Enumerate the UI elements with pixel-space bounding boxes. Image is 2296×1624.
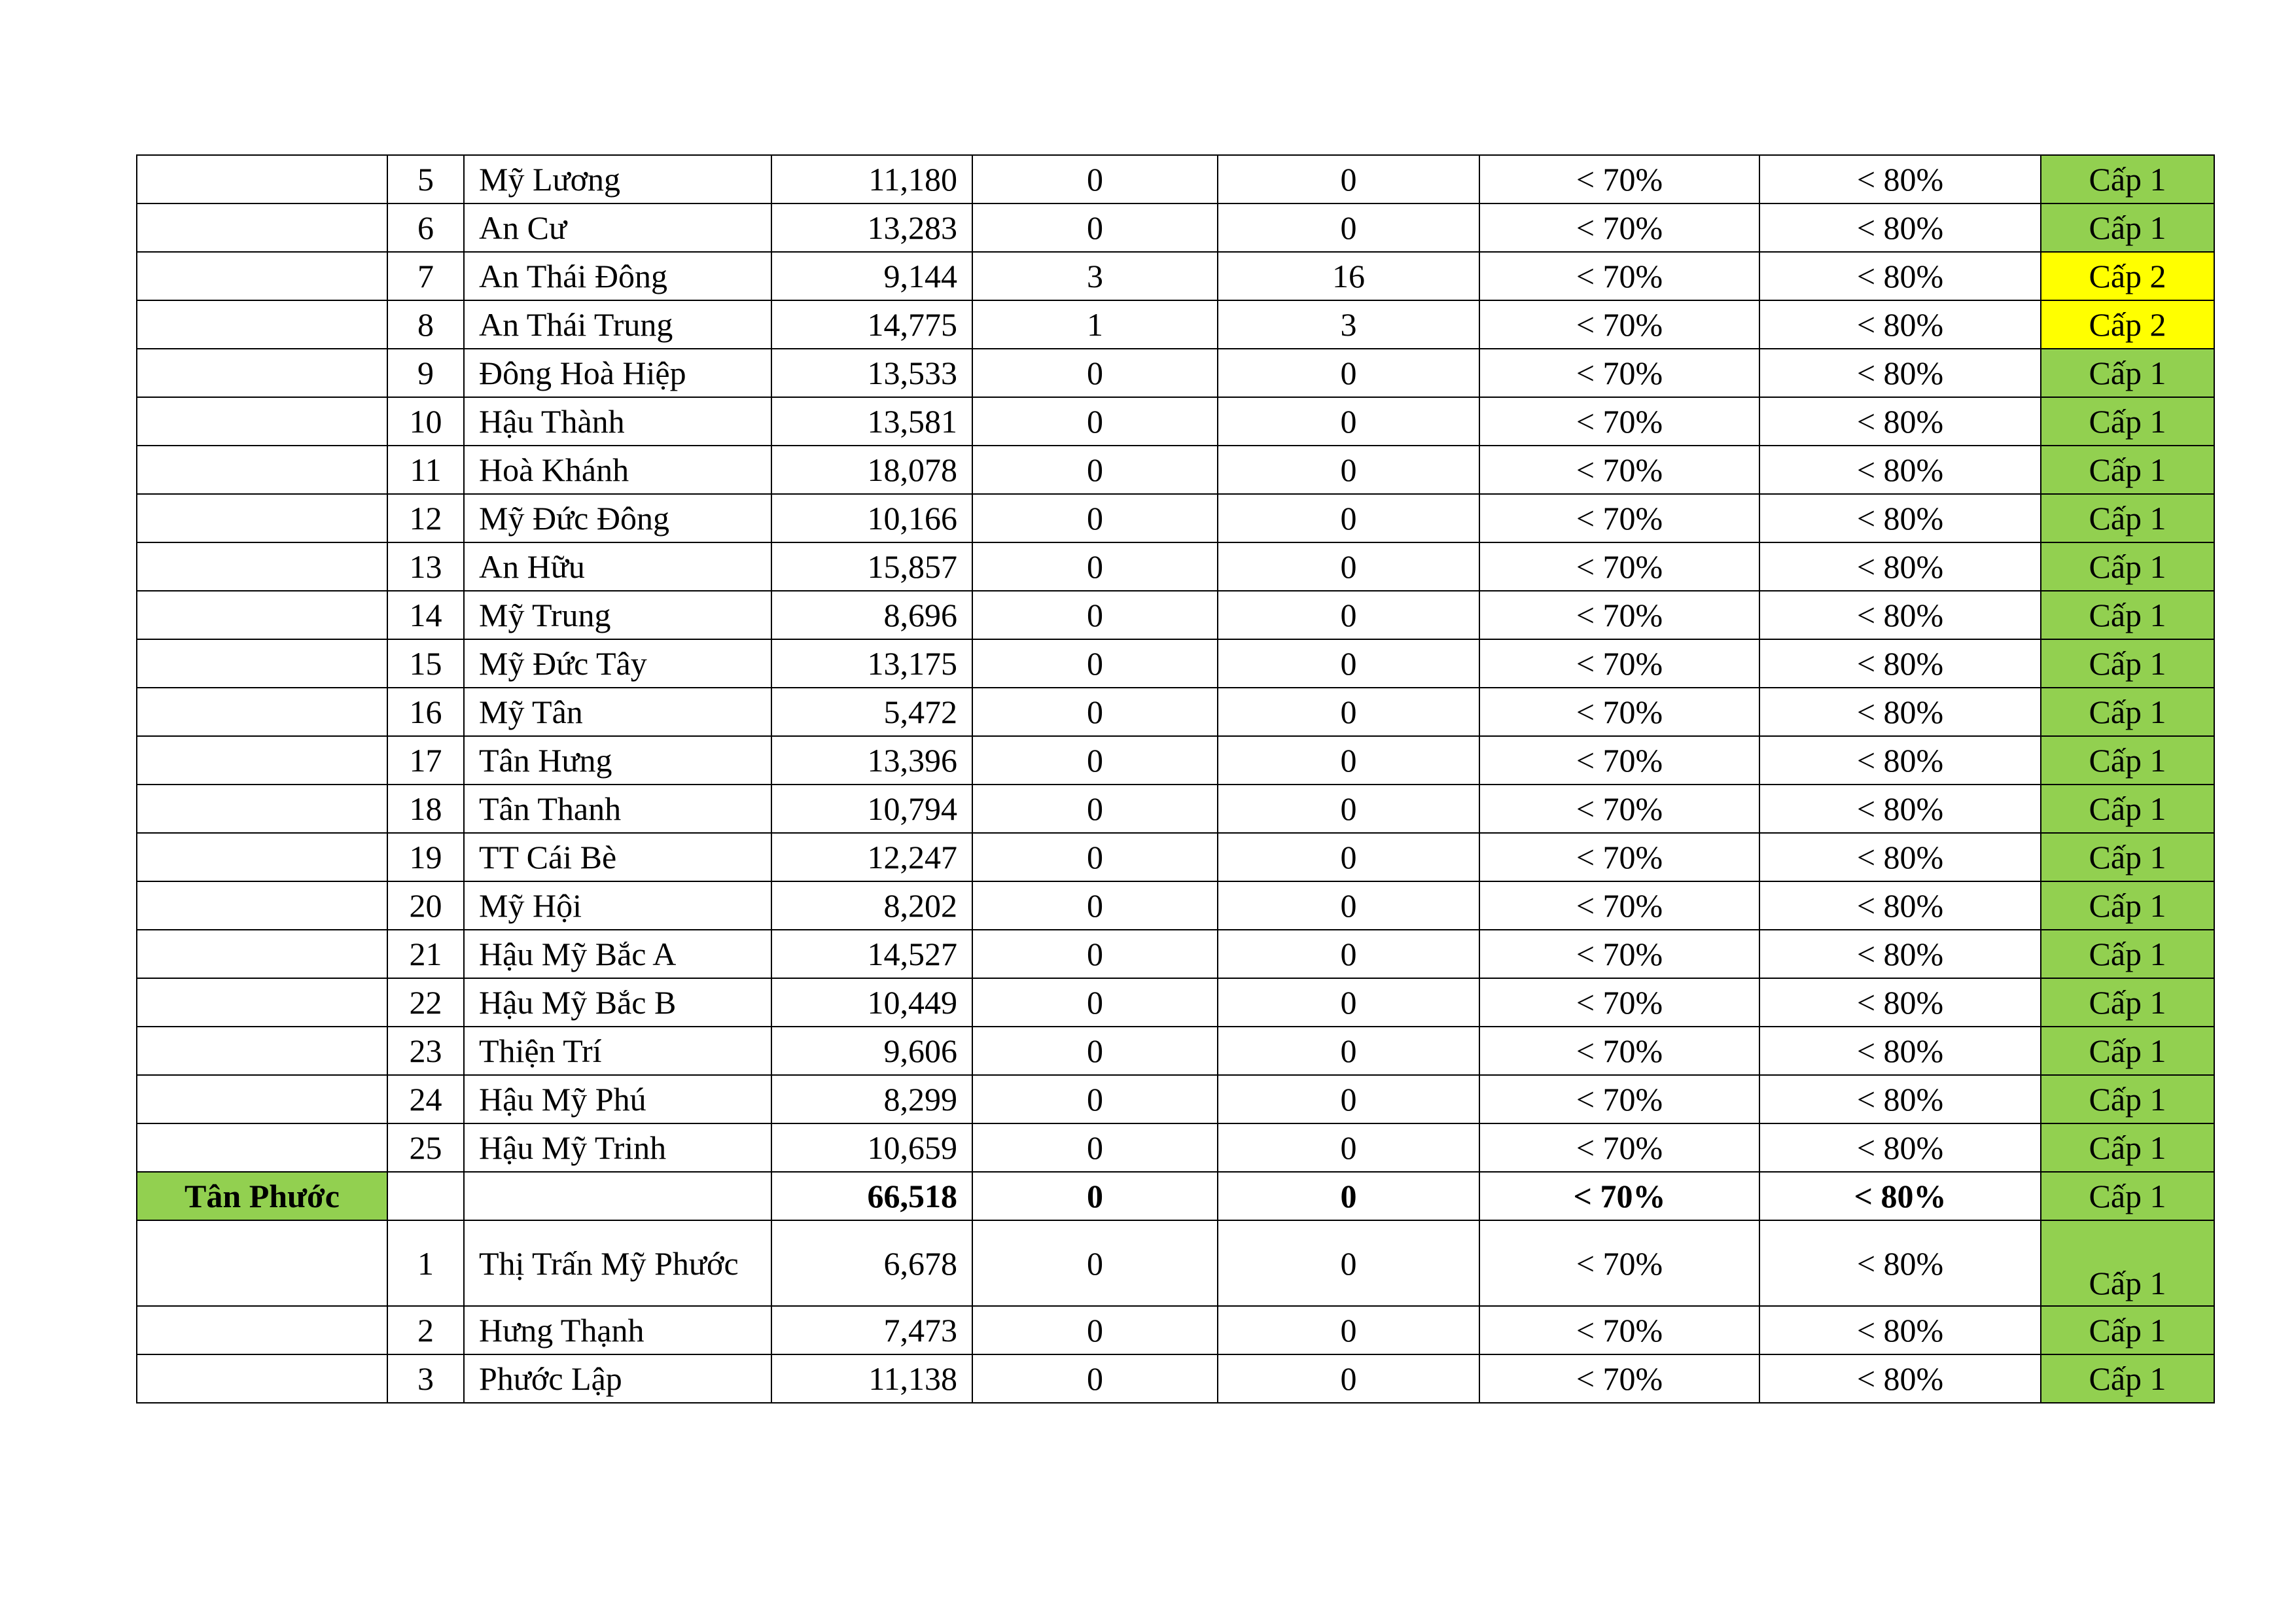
count-cell-2: 0 bbox=[1218, 688, 1479, 736]
population-cell: 15,857 bbox=[771, 542, 972, 591]
population-cell: 10,449 bbox=[771, 978, 972, 1027]
commune-name: Hoà Khánh bbox=[464, 446, 771, 494]
threshold-80-cell: < 80% bbox=[1759, 1306, 2041, 1354]
level-badge: Cấp 1 bbox=[2041, 1220, 2214, 1306]
threshold-80-cell: < 80% bbox=[1759, 300, 2041, 349]
row-number: 17 bbox=[387, 736, 464, 785]
level-badge: Cấp 1 bbox=[2041, 930, 2214, 978]
district-cell bbox=[137, 300, 387, 349]
row-number: 25 bbox=[387, 1123, 464, 1172]
row-number: 14 bbox=[387, 591, 464, 639]
level-badge: Cấp 1 bbox=[2041, 1354, 2214, 1403]
district-cell bbox=[137, 155, 387, 203]
row-number: 13 bbox=[387, 542, 464, 591]
row-number: 6 bbox=[387, 203, 464, 252]
count-cell-2: 0 bbox=[1218, 542, 1479, 591]
population-cell: 14,775 bbox=[771, 300, 972, 349]
level-badge: Cấp 2 bbox=[2041, 300, 2214, 349]
population-cell: 11,180 bbox=[771, 155, 972, 203]
commune-name: Hậu Thành bbox=[464, 397, 771, 446]
threshold-70-cell: < 70% bbox=[1479, 542, 1759, 591]
population-cell: 13,175 bbox=[771, 639, 972, 688]
count-cell-1: 0 bbox=[972, 349, 1218, 397]
population-cell: 13,396 bbox=[771, 736, 972, 785]
district-cell bbox=[137, 1123, 387, 1172]
count-cell-1: 0 bbox=[972, 736, 1218, 785]
count-cell-2: 0 bbox=[1218, 494, 1479, 542]
count-cell-2: 0 bbox=[1218, 203, 1479, 252]
threshold-80-cell: < 80% bbox=[1759, 881, 2041, 930]
population-cell: 8,202 bbox=[771, 881, 972, 930]
district-cell bbox=[137, 833, 387, 881]
level-badge: Cấp 1 bbox=[2041, 736, 2214, 785]
population-cell: 13,581 bbox=[771, 397, 972, 446]
threshold-80-cell: < 80% bbox=[1759, 203, 2041, 252]
population-cell: 11,138 bbox=[771, 1354, 972, 1403]
count-cell-1: 0 bbox=[972, 833, 1218, 881]
population-cell: 14,527 bbox=[771, 930, 972, 978]
row-number: 5 bbox=[387, 155, 464, 203]
level-badge: Cấp 1 bbox=[2041, 833, 2214, 881]
commune-name: Hậu Mỹ Trinh bbox=[464, 1123, 771, 1172]
count-cell-2: 0 bbox=[1218, 1306, 1479, 1354]
threshold-80-cell: < 80% bbox=[1759, 1123, 2041, 1172]
district-cell bbox=[137, 1220, 387, 1306]
table-row bbox=[137, 349, 2214, 397]
count-cell-2: 0 bbox=[1218, 978, 1479, 1027]
count-cell-2: 0 bbox=[1218, 397, 1479, 446]
district-cell bbox=[137, 881, 387, 930]
threshold-80-cell: < 80% bbox=[1759, 1172, 2041, 1220]
row-number: 11 bbox=[387, 446, 464, 494]
count-cell-1: 0 bbox=[972, 1172, 1218, 1220]
threshold-80-cell: < 80% bbox=[1759, 542, 2041, 591]
count-cell-1: 0 bbox=[972, 542, 1218, 591]
threshold-70-cell: < 70% bbox=[1479, 688, 1759, 736]
threshold-70-cell: < 70% bbox=[1479, 833, 1759, 881]
threshold-70-cell: < 70% bbox=[1479, 203, 1759, 252]
district-cell bbox=[137, 639, 387, 688]
population-cell: 9,606 bbox=[771, 1027, 972, 1075]
district-cell bbox=[137, 930, 387, 978]
commune-name: Hậu Mỹ Bắc B bbox=[464, 978, 771, 1027]
threshold-80-cell: < 80% bbox=[1759, 833, 2041, 881]
commune-name: TT Cái Bè bbox=[464, 833, 771, 881]
threshold-80-cell: < 80% bbox=[1759, 978, 2041, 1027]
table-row bbox=[137, 203, 2214, 252]
district-cell bbox=[137, 446, 387, 494]
row-number: 12 bbox=[387, 494, 464, 542]
district-cell bbox=[137, 397, 387, 446]
district-cell bbox=[137, 591, 387, 639]
threshold-70-cell: < 70% bbox=[1479, 446, 1759, 494]
table-row bbox=[137, 397, 2214, 446]
threshold-70-cell: < 70% bbox=[1479, 785, 1759, 833]
row-number bbox=[387, 1172, 464, 1220]
table-row bbox=[137, 1306, 2214, 1354]
level-badge: Cấp 1 bbox=[2041, 542, 2214, 591]
population-cell: 10,794 bbox=[771, 785, 972, 833]
count-cell-1: 0 bbox=[972, 881, 1218, 930]
level-badge: Cấp 2 bbox=[2041, 252, 2214, 300]
population-cell: 13,283 bbox=[771, 203, 972, 252]
threshold-70-cell: < 70% bbox=[1479, 978, 1759, 1027]
table-row bbox=[137, 833, 2214, 881]
row-number: 10 bbox=[387, 397, 464, 446]
commune-name: Thị Trấn Mỹ Phước bbox=[464, 1220, 771, 1306]
population-cell: 8,299 bbox=[771, 1075, 972, 1123]
commune-level-table bbox=[136, 154, 2215, 1403]
table-row bbox=[137, 155, 2214, 203]
population-cell: 10,659 bbox=[771, 1123, 972, 1172]
threshold-70-cell: < 70% bbox=[1479, 736, 1759, 785]
count-cell-1: 0 bbox=[972, 494, 1218, 542]
level-badge: Cấp 1 bbox=[2041, 1075, 2214, 1123]
threshold-70-cell: < 70% bbox=[1479, 397, 1759, 446]
count-cell-1: 0 bbox=[972, 591, 1218, 639]
threshold-80-cell: < 80% bbox=[1759, 930, 2041, 978]
commune-name: Mỹ Trung bbox=[464, 591, 771, 639]
row-number: 2 bbox=[387, 1306, 464, 1354]
level-badge: Cấp 1 bbox=[2041, 639, 2214, 688]
district-cell bbox=[137, 1027, 387, 1075]
commune-name: Phước Lập bbox=[464, 1354, 771, 1403]
threshold-80-cell: < 80% bbox=[1759, 349, 2041, 397]
threshold-80-cell: < 80% bbox=[1759, 252, 2041, 300]
count-cell-2: 0 bbox=[1218, 881, 1479, 930]
commune-name: Tân Hưng bbox=[464, 736, 771, 785]
population-cell: 8,696 bbox=[771, 591, 972, 639]
level-badge: Cấp 1 bbox=[2041, 397, 2214, 446]
count-cell-2: 0 bbox=[1218, 1354, 1479, 1403]
level-badge: Cấp 1 bbox=[2041, 1306, 2214, 1354]
row-number: 1 bbox=[387, 1220, 464, 1306]
count-cell-2: 0 bbox=[1218, 446, 1479, 494]
threshold-70-cell: < 70% bbox=[1479, 1354, 1759, 1403]
count-cell-2: 0 bbox=[1218, 1123, 1479, 1172]
table-row bbox=[137, 300, 2214, 349]
threshold-80-cell: < 80% bbox=[1759, 446, 2041, 494]
commune-name: An Thái Trung bbox=[464, 300, 771, 349]
row-number: 7 bbox=[387, 252, 464, 300]
threshold-70-cell: < 70% bbox=[1479, 1172, 1759, 1220]
population-cell: 66,518 bbox=[771, 1172, 972, 1220]
row-number: 18 bbox=[387, 785, 464, 833]
table-row bbox=[137, 1123, 2214, 1172]
table-body bbox=[137, 155, 2214, 1403]
row-number: 19 bbox=[387, 833, 464, 881]
count-cell-1: 3 bbox=[972, 252, 1218, 300]
threshold-80-cell: < 80% bbox=[1759, 1220, 2041, 1306]
count-cell-1: 0 bbox=[972, 978, 1218, 1027]
level-badge: Cấp 1 bbox=[2041, 688, 2214, 736]
table-row bbox=[137, 978, 2214, 1027]
commune-name: Mỹ Đức Tây bbox=[464, 639, 771, 688]
threshold-70-cell: < 70% bbox=[1479, 881, 1759, 930]
row-number: 22 bbox=[387, 978, 464, 1027]
count-cell-2: 16 bbox=[1218, 252, 1479, 300]
row-number: 9 bbox=[387, 349, 464, 397]
threshold-70-cell: < 70% bbox=[1479, 300, 1759, 349]
population-cell: 10,166 bbox=[771, 494, 972, 542]
table-row bbox=[137, 252, 2214, 300]
table-row bbox=[137, 1027, 2214, 1075]
level-badge: Cấp 1 bbox=[2041, 881, 2214, 930]
district-cell bbox=[137, 978, 387, 1027]
commune-name: Mỹ Hội bbox=[464, 881, 771, 930]
threshold-80-cell: < 80% bbox=[1759, 494, 2041, 542]
district-cell bbox=[137, 252, 387, 300]
table-row bbox=[137, 1354, 2214, 1403]
threshold-70-cell: < 70% bbox=[1479, 155, 1759, 203]
table-row bbox=[137, 639, 2214, 688]
level-badge: Cấp 1 bbox=[2041, 155, 2214, 203]
row-number: 8 bbox=[387, 300, 464, 349]
level-badge: Cấp 1 bbox=[2041, 349, 2214, 397]
count-cell-2: 0 bbox=[1218, 833, 1479, 881]
table-row bbox=[137, 494, 2214, 542]
count-cell-1: 0 bbox=[972, 785, 1218, 833]
count-cell-1: 0 bbox=[972, 1354, 1218, 1403]
district-summary-row bbox=[137, 1172, 2214, 1220]
row-number: 15 bbox=[387, 639, 464, 688]
commune-name: Đông Hoà Hiệp bbox=[464, 349, 771, 397]
commune-name: An Hữu bbox=[464, 542, 771, 591]
count-cell-1: 0 bbox=[972, 446, 1218, 494]
threshold-70-cell: < 70% bbox=[1479, 591, 1759, 639]
count-cell-1: 0 bbox=[972, 203, 1218, 252]
row-number: 16 bbox=[387, 688, 464, 736]
threshold-80-cell: < 80% bbox=[1759, 785, 2041, 833]
table-row bbox=[137, 881, 2214, 930]
count-cell-2: 0 bbox=[1218, 1220, 1479, 1306]
district-cell bbox=[137, 349, 387, 397]
count-cell-1: 0 bbox=[972, 1220, 1218, 1306]
row-number: 21 bbox=[387, 930, 464, 978]
table-row bbox=[137, 591, 2214, 639]
population-cell: 5,472 bbox=[771, 688, 972, 736]
table-row bbox=[137, 785, 2214, 833]
count-cell-1: 0 bbox=[972, 930, 1218, 978]
level-badge: Cấp 1 bbox=[2041, 591, 2214, 639]
count-cell-2: 0 bbox=[1218, 1027, 1479, 1075]
district-cell bbox=[137, 203, 387, 252]
district-cell bbox=[137, 785, 387, 833]
district-name: Tân Phước bbox=[137, 1172, 387, 1220]
count-cell-2: 3 bbox=[1218, 300, 1479, 349]
population-cell: 13,533 bbox=[771, 349, 972, 397]
count-cell-2: 0 bbox=[1218, 349, 1479, 397]
level-badge: Cấp 1 bbox=[2041, 1172, 2214, 1220]
threshold-80-cell: < 80% bbox=[1759, 155, 2041, 203]
table-row bbox=[137, 736, 2214, 785]
population-cell: 18,078 bbox=[771, 446, 972, 494]
count-cell-1: 0 bbox=[972, 155, 1218, 203]
threshold-80-cell: < 80% bbox=[1759, 397, 2041, 446]
threshold-80-cell: < 80% bbox=[1759, 1075, 2041, 1123]
row-number: 24 bbox=[387, 1075, 464, 1123]
threshold-70-cell: < 70% bbox=[1479, 1123, 1759, 1172]
commune-name: Hưng Thạnh bbox=[464, 1306, 771, 1354]
district-cell bbox=[137, 1306, 387, 1354]
row-number: 20 bbox=[387, 881, 464, 930]
count-cell-1: 0 bbox=[972, 1075, 1218, 1123]
threshold-70-cell: < 70% bbox=[1479, 1306, 1759, 1354]
count-cell-2: 0 bbox=[1218, 591, 1479, 639]
level-badge: Cấp 1 bbox=[2041, 494, 2214, 542]
threshold-80-cell: < 80% bbox=[1759, 736, 2041, 785]
threshold-70-cell: < 70% bbox=[1479, 494, 1759, 542]
district-cell bbox=[137, 1075, 387, 1123]
threshold-80-cell: < 80% bbox=[1759, 591, 2041, 639]
count-cell-2: 0 bbox=[1218, 736, 1479, 785]
district-cell bbox=[137, 542, 387, 591]
count-cell-1: 0 bbox=[972, 397, 1218, 446]
district-cell bbox=[137, 1354, 387, 1403]
count-cell-1: 0 bbox=[972, 1306, 1218, 1354]
threshold-80-cell: < 80% bbox=[1759, 639, 2041, 688]
threshold-80-cell: < 80% bbox=[1759, 1354, 2041, 1403]
row-number: 23 bbox=[387, 1027, 464, 1075]
commune-name: Mỹ Lương bbox=[464, 155, 771, 203]
count-cell-1: 0 bbox=[972, 1027, 1218, 1075]
commune-name: Mỹ Tân bbox=[464, 688, 771, 736]
commune-name: Hậu Mỹ Bắc A bbox=[464, 930, 771, 978]
commune-name: An Cư bbox=[464, 203, 771, 252]
threshold-70-cell: < 70% bbox=[1479, 1075, 1759, 1123]
commune-name: Mỹ Đức Đông bbox=[464, 494, 771, 542]
threshold-70-cell: < 70% bbox=[1479, 639, 1759, 688]
table-row bbox=[137, 1220, 2214, 1306]
district-cell bbox=[137, 494, 387, 542]
count-cell-2: 0 bbox=[1218, 155, 1479, 203]
count-cell-2: 0 bbox=[1218, 785, 1479, 833]
threshold-80-cell: < 80% bbox=[1759, 688, 2041, 736]
commune-name: Thiện Trí bbox=[464, 1027, 771, 1075]
threshold-70-cell: < 70% bbox=[1479, 1220, 1759, 1306]
level-badge: Cấp 1 bbox=[2041, 785, 2214, 833]
level-badge: Cấp 1 bbox=[2041, 1027, 2214, 1075]
district-cell bbox=[137, 736, 387, 785]
level-badge: Cấp 1 bbox=[2041, 203, 2214, 252]
district-cell bbox=[137, 688, 387, 736]
level-badge: Cấp 1 bbox=[2041, 978, 2214, 1027]
population-cell: 9,144 bbox=[771, 252, 972, 300]
table-row bbox=[137, 930, 2214, 978]
commune-name: Hậu Mỹ Phú bbox=[464, 1075, 771, 1123]
count-cell-2: 0 bbox=[1218, 1172, 1479, 1220]
count-cell-2: 0 bbox=[1218, 639, 1479, 688]
population-cell: 6,678 bbox=[771, 1220, 972, 1306]
commune-name bbox=[464, 1172, 771, 1220]
level-badge: Cấp 1 bbox=[2041, 446, 2214, 494]
threshold-70-cell: < 70% bbox=[1479, 252, 1759, 300]
count-cell-2: 0 bbox=[1218, 930, 1479, 978]
table-row bbox=[137, 1075, 2214, 1123]
table-row bbox=[137, 542, 2214, 591]
count-cell-1: 1 bbox=[972, 300, 1218, 349]
table-row bbox=[137, 688, 2214, 736]
count-cell-2: 0 bbox=[1218, 1075, 1479, 1123]
level-badge: Cấp 1 bbox=[2041, 1123, 2214, 1172]
count-cell-1: 0 bbox=[972, 639, 1218, 688]
count-cell-1: 0 bbox=[972, 688, 1218, 736]
threshold-80-cell: < 80% bbox=[1759, 1027, 2041, 1075]
table-row bbox=[137, 446, 2214, 494]
count-cell-1: 0 bbox=[972, 1123, 1218, 1172]
row-number: 3 bbox=[387, 1354, 464, 1403]
commune-name: Tân Thanh bbox=[464, 785, 771, 833]
population-cell: 12,247 bbox=[771, 833, 972, 881]
threshold-70-cell: < 70% bbox=[1479, 930, 1759, 978]
population-cell: 7,473 bbox=[771, 1306, 972, 1354]
threshold-70-cell: < 70% bbox=[1479, 1027, 1759, 1075]
threshold-70-cell: < 70% bbox=[1479, 349, 1759, 397]
commune-name: An Thái Đông bbox=[464, 252, 771, 300]
